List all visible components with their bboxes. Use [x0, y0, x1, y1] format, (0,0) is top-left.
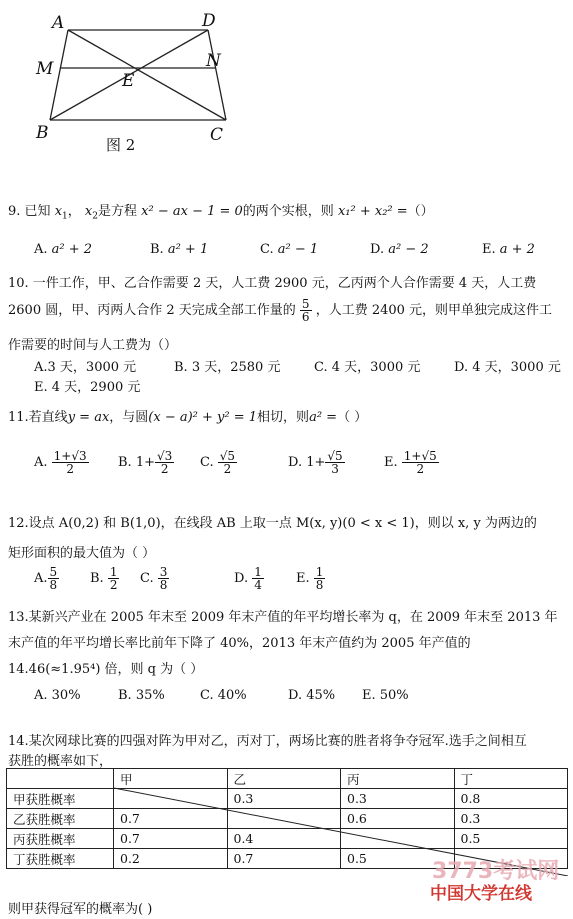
label-E: E	[122, 71, 135, 91]
table-header-cell: 丁	[454, 769, 568, 789]
table-cell: 0.3	[227, 789, 341, 809]
q11-stem: 11.若直线y = ax，与圆(x − a)² + y² = 1相切，则a² =（ ）	[8, 410, 368, 425]
table-cell: 0.8	[454, 789, 568, 809]
q12-line1: 12.设点 A(0,2) 和 B(1,0)，在线段 AB 上取一点 M(x, y)(0 < x < 1)，则以 x, y 为两边的	[8, 516, 537, 531]
q9-option-a: A. a² + 2	[34, 242, 93, 257]
q13-line1: 13.某新兴产业在 2005 年末至 2009 年末产值的年平均增长率为 q，在 2009 年末至 2013 年	[8, 610, 558, 625]
q14-last-line: 则甲获得冠军的概率为( )	[8, 902, 153, 917]
watermark-logo-bottom: 中国大学在线	[430, 884, 532, 904]
table-cell: 0.6	[341, 809, 455, 829]
q11-line-eq: y = ax	[67, 410, 110, 425]
q13-option-a: A. 30%	[34, 688, 81, 703]
q11-option-d: D. 1+ $\frac{√5}{3}$	[288, 449, 343, 476]
table-cell: 乙获胜概率	[7, 809, 114, 829]
label-M: M	[36, 59, 54, 79]
q13-option-d: D. 45%	[288, 688, 336, 703]
label-B: B	[36, 123, 49, 143]
q13-option-e: E. 50%	[362, 688, 409, 703]
q9-option-b: B. a² + 1	[150, 242, 209, 257]
q12-option-e: E. $\frac{1}{8}$	[296, 565, 324, 592]
table-cell: 0.3	[454, 809, 568, 829]
q11-option-a: A. $\frac{1+√3}{2}$	[34, 449, 87, 476]
q10-option-d: D. 4 天，3000 元	[454, 360, 561, 375]
q9-x2: x	[84, 204, 93, 219]
q9-suffix: 的两个实根，则	[242, 204, 334, 219]
q10-option-a: A.3 天，3000 元	[34, 360, 137, 375]
q13-line3: 14.46(≈1.95⁴) 倍，则 q 为（ ）	[8, 662, 204, 677]
q13-option-b: B. 35%	[118, 688, 165, 703]
q12-option-d: D. $\frac{1}{4}$	[234, 565, 262, 592]
q12-option-c: C. $\frac{3}{8}$	[140, 565, 168, 592]
q10-option-e: E. 4 天，2900 元	[34, 380, 141, 395]
table-header-cell: 丙	[341, 769, 455, 789]
q11-option-b: B. 1+ $\frac{√3}{2}$	[118, 449, 173, 476]
table-cell: 甲获胜概率	[7, 789, 114, 809]
q14-line1: 14.某次网球比赛的四强对阵为甲对乙，丙对丁，两场比赛的胜者将争夺冠军.选手之间相互	[8, 734, 527, 749]
table-cell: 0.3	[341, 789, 455, 809]
table-cell: 丙获胜概率	[7, 829, 114, 849]
q9-equation: x² − ax − 1 = 0	[141, 204, 243, 219]
q13-option-c: C. 40%	[200, 688, 247, 703]
watermark-logo-top: 3773考试网	[432, 859, 560, 884]
q10-option-b: B. 3 天，2580 元	[174, 360, 281, 375]
q9-paren: （）	[407, 204, 434, 219]
q9-sub1: 1	[62, 211, 68, 222]
table-header-cell: 乙	[227, 769, 341, 789]
q12-line2: 矩形面积的最大值为（ ）	[8, 546, 156, 561]
q9-option-e: E. a + 2	[482, 242, 535, 257]
trapezoid-figure	[30, 8, 250, 158]
q9-option-c: C. a² − 1	[260, 242, 319, 257]
q13-line2: 末产值的年平均增长率比前年下降了 40%，2013 年末产值约为 2005 年产值的	[8, 636, 471, 651]
table-cell: 0.7	[114, 829, 228, 849]
q9-sum: x₁² + x₂² =	[337, 204, 408, 219]
q10-line3: 作需要的时间与人工费为（）	[8, 338, 178, 353]
q12-option-a: A. $\frac{5}{8}$	[34, 565, 58, 592]
q9-x1: x	[54, 204, 63, 219]
table-cell: 0.7	[114, 809, 228, 829]
table-cell: 0.5	[341, 849, 455, 869]
table-cell: 0.4	[227, 829, 341, 849]
label-N: N	[206, 51, 221, 71]
q9-mid: 是方程	[98, 204, 138, 219]
q11-option-e: E. $\frac{1+√5}{2}$	[384, 449, 437, 476]
table-header-cell: 甲	[114, 769, 228, 789]
q11-circle-eq: (x − a)² + y² = 1	[148, 410, 258, 425]
q10-line2: 2600 圆，甲、丙两人合作 2 天完成全部工作量的 $\frac{5}{6}$ ，人工费 2400 元，则甲单独完成这件工	[8, 297, 553, 324]
q10-fraction: $\frac{5}{6}$	[301, 297, 310, 324]
q9-stem	[8, 200, 434, 222]
table-cell: 丁获胜概率	[7, 849, 114, 869]
figure-caption: 图 2	[106, 136, 136, 154]
q12-option-b: B. $\frac{1}{2}$	[90, 565, 118, 592]
table-cell: 0.2	[114, 849, 228, 869]
label-A: A	[52, 13, 65, 33]
table-cell: 0.5	[454, 829, 568, 849]
q9-option-d: D. a² − 2	[370, 242, 429, 257]
label-D: D	[202, 11, 216, 31]
q11-option-c: C. $\frac{√5}{2}$	[200, 449, 236, 476]
q9-prefix: 9. 已知	[8, 204, 51, 219]
q9-comma: ，	[67, 204, 81, 219]
q14-line2: 获胜的概率如下，	[8, 754, 113, 769]
label-C: C	[210, 125, 224, 145]
q10-line1: 10. 一件工作，甲、乙合作需要 2 天，人工费 2900 元，乙丙两个人合作需要 4 天，人工费	[8, 276, 537, 291]
table-cell: 0.7	[227, 849, 341, 869]
q10-option-c: C. 4 天，3000 元	[314, 360, 421, 375]
q9-sub2: 2	[92, 211, 98, 222]
